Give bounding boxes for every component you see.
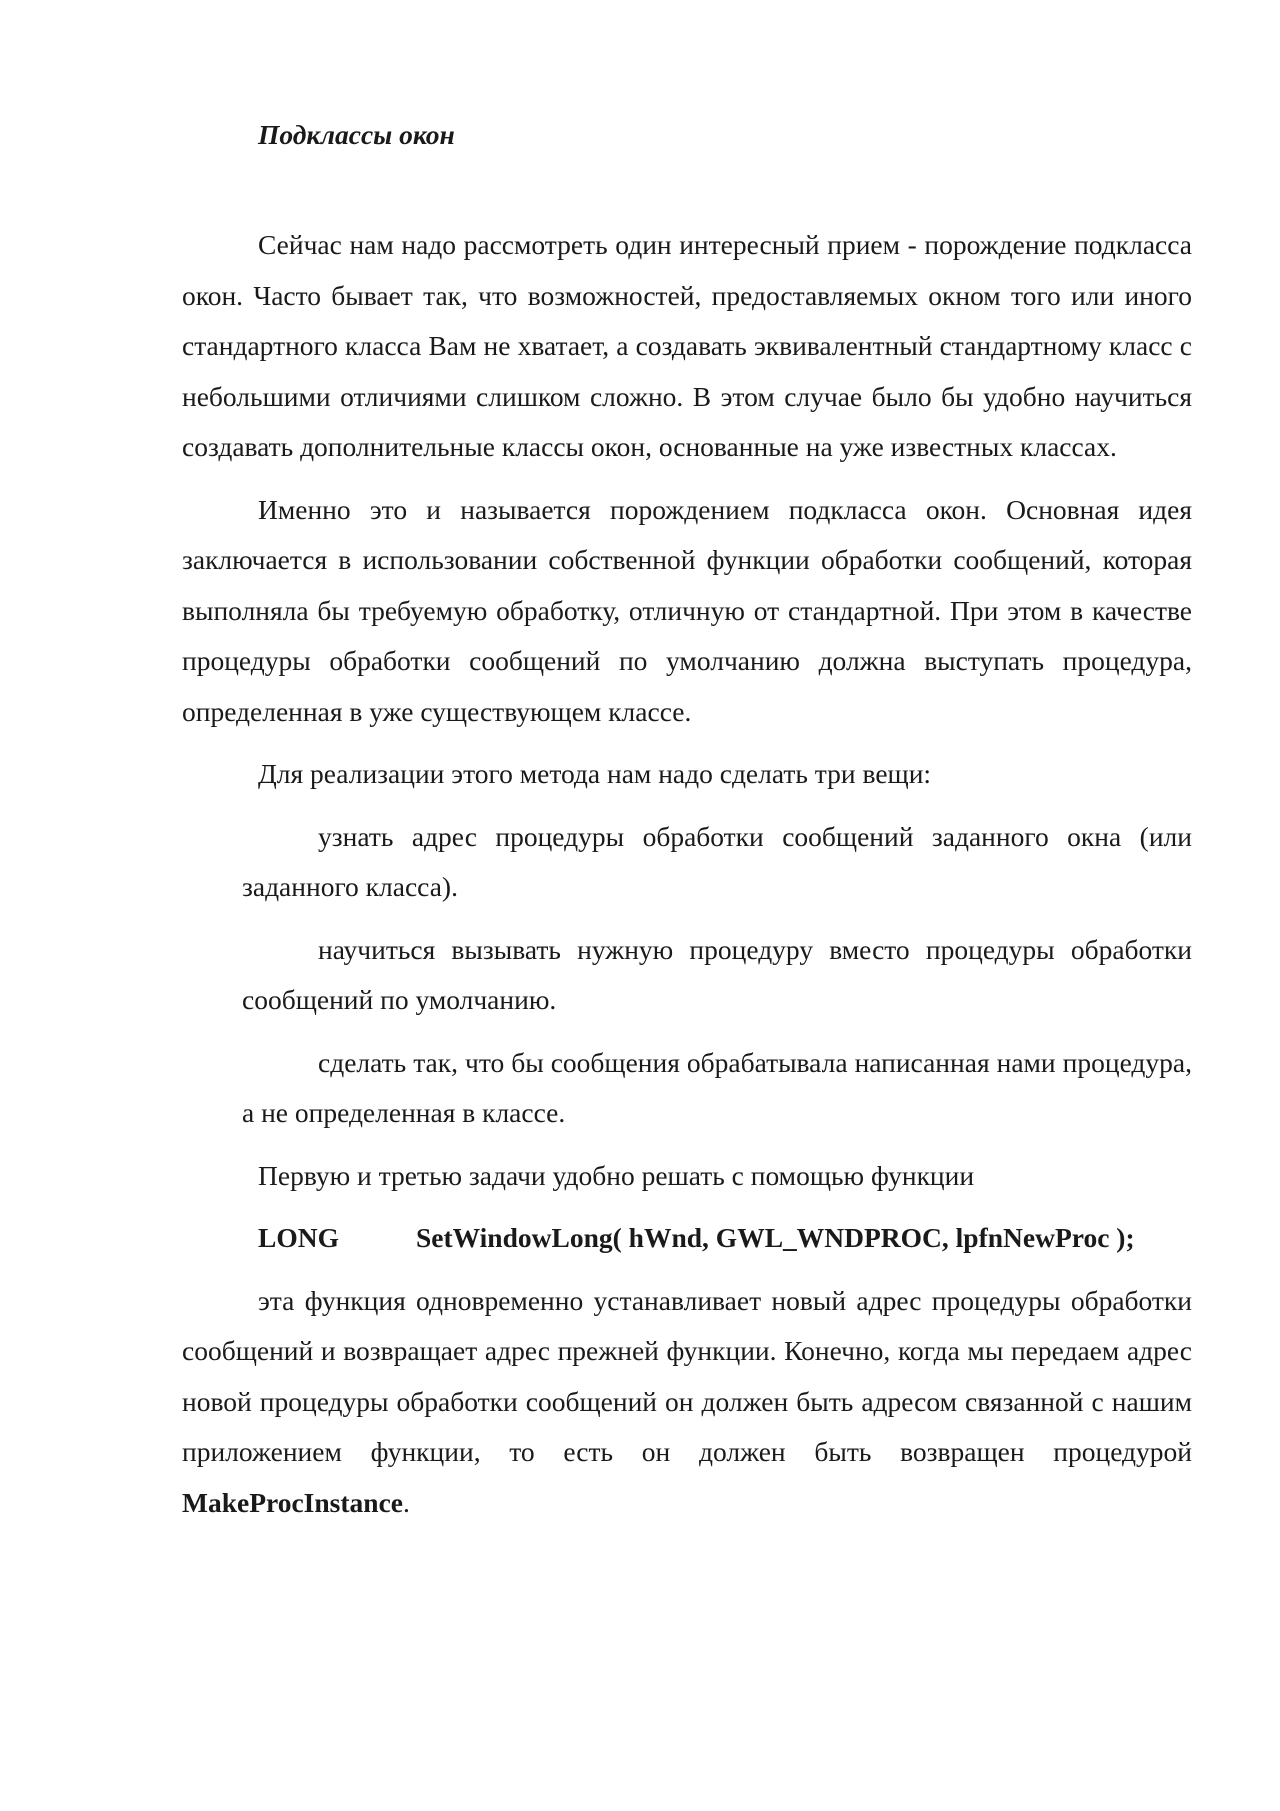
description-end: . — [402, 1486, 410, 1518]
list-item: научиться вызывать нужную процедуру вместо процедуры обработки сообщений по умолчанию. — [242, 933, 1192, 1015]
list-item: сделать так, что бы сообщения обрабатывала написанная нами процедура, а не определенная в классе. — [242, 1046, 1192, 1128]
code-keyword: LONG — [258, 1222, 339, 1253]
paragraph-function-description — [182, 1276, 1192, 1529]
paragraph-function-intro: Первую и третью задачи удобно решать с помощью функции — [258, 1159, 975, 1191]
document-page — [182, 110, 1192, 1528]
code-signature — [182, 1213, 1192, 1264]
function-name: MakeProcInstance — [182, 1486, 403, 1518]
code-call: SetWindowLong( hWnd, GWL_WNDPROC, lpfnNewProc ); — [416, 1222, 1135, 1253]
paragraph-idea: Именно это и называется порождением подкласса окон. Основная идея заключается в использовании собственной функции обработки сообщений, которая выполняла бы требуемую обработку, отличную от стандартной. При этом в качестве процедуры обработки сообщений по умолчанию должна выступать процедура, определенная в уже существующем классе. — [182, 493, 1192, 727]
section-heading: Подклассы окон — [258, 119, 455, 150]
list-item: узнать адрес процедуры обработки сообщений заданного окна (или заданного класса). — [242, 820, 1192, 902]
description-text: эта функция одновременно устанавливает новый адрес процедуры обработки сообщений и возвращает адрес прежней функции. Конечно, когда мы передаем адрес новой процедуры обработки сообщений он должен быть адресом связанной с нашим приложением функции, то есть он должен быть возвращен процедурой — [182, 1284, 1192, 1467]
paragraph-intro: Сейчас нам надо рассмотреть один интересный прием - порождение подкласса окон. Часто бывает так, что возможностей, предоставляемых окном того или иного стандартного класса Вам не хватает, а создавать эквивалентный стандартному класс с небольшими отличиями слишком сложно. В этом случае было бы удобно научиться создавать дополнительные классы окон, основанные на уже известных классах. — [182, 229, 1192, 462]
paragraph-method-intro: Для реализации этого метода нам надо сделать три вещи: — [258, 758, 932, 789]
